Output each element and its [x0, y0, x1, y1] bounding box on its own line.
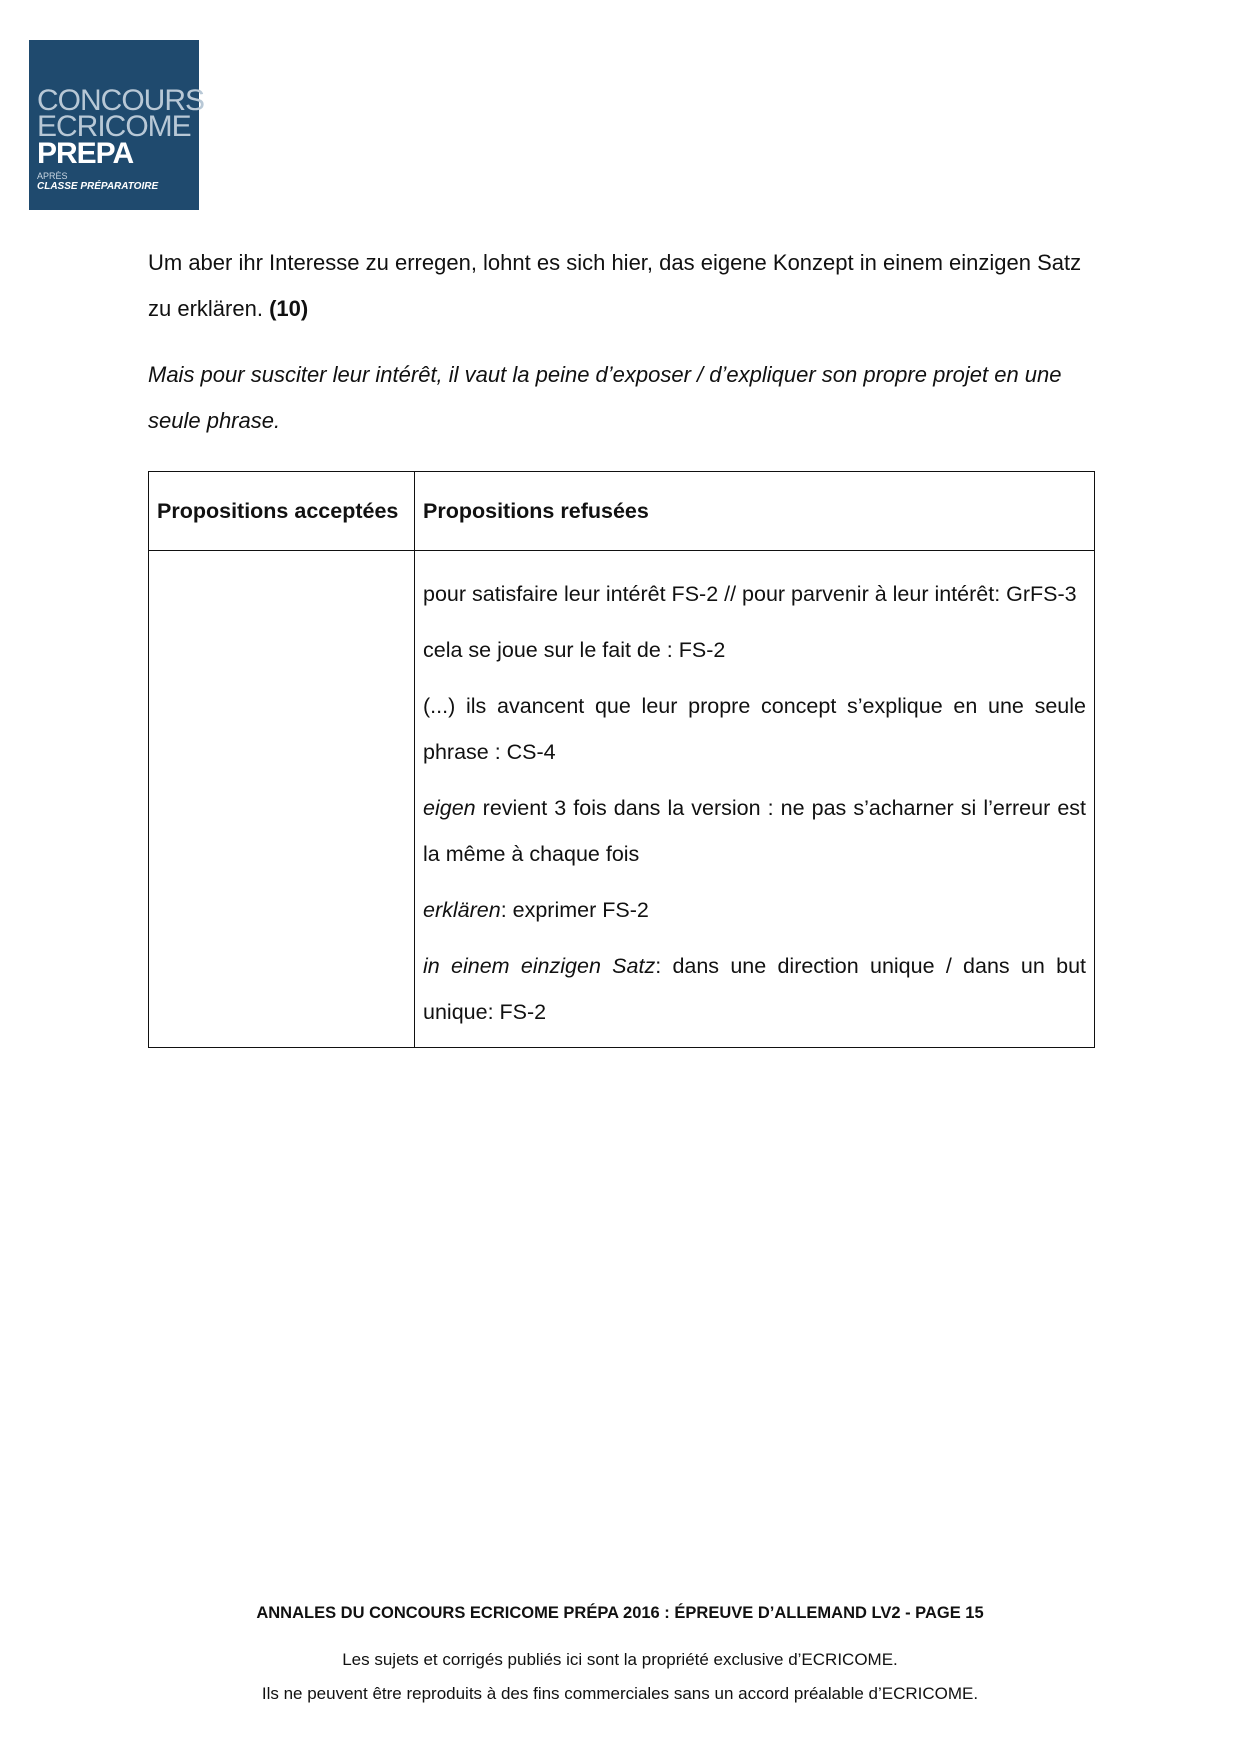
refused-text: : dans une direction unique / dans un but unique: FS-2 [423, 954, 1087, 1024]
footer-copyright-line1: Les sujets et corrigés publiés ici sont la propriété exclusive d’ECRICOME. [342, 1650, 898, 1669]
refused-text: pour satisfaire leur intérêt FS-2 // pour parvenir à leur intérêt: GrFS-3 [423, 582, 1077, 606]
logo-text-prepa: PREPA [37, 137, 134, 170]
refused-item [423, 627, 1086, 673]
logo-text-concours: CONCOURS [37, 84, 205, 117]
table-row [149, 551, 1095, 1048]
refused-term: eigen [423, 796, 476, 820]
propositions-table [148, 471, 1095, 1048]
logo-text-ecricome: ECRICOME [37, 110, 191, 143]
refused-item [423, 887, 1086, 933]
refused-text: (...) ils avancent que leur propre concept s’explique en une seule phrase : CS-4 [423, 694, 1086, 764]
footer-title: ANNALES DU CONCOURS ECRICOME PRÉPA 2016 : ÉPREUVE D’ALLEMAND LV2 - PAGE 15 [256, 1604, 984, 1622]
source-sentence [148, 240, 1094, 332]
source-sentence-text: Um aber ihr Interesse zu erregen, lohnt es sich hier, das eigene Konzept in einem einzigen Satz zu erklären. [148, 250, 1082, 321]
refused-text: : exprimer FS-2 [500, 898, 649, 922]
refused-term: in einem einzigen Satz [423, 954, 656, 978]
refused-text: revient 3 fois dans la version : ne pas s’acharner si l’erreur est la même à chaque fois [423, 796, 1086, 866]
logo-text-apres: APRÈS [37, 171, 68, 181]
refused-item [423, 785, 1086, 877]
header-refused: Propositions refusées [415, 472, 1095, 551]
refused-text: cela se joue sur le fait de : FS-2 [423, 638, 726, 662]
header-accepted: Propositions acceptées [149, 472, 415, 551]
accepted-cell [149, 551, 415, 1048]
table-header-row [149, 472, 1095, 551]
footer-copyright-line2: Ils ne peuvent être reproduits à des fins commerciales sans un accord préalable d’ECRICOME. [261, 1684, 979, 1703]
ecricome-logo [29, 40, 205, 210]
refused-item [423, 943, 1086, 1035]
translation-text: Mais pour susciter leur intérêt, il vaut la peine d’exposer / d’expliquer son propre projet en une seule phrase. [148, 362, 1062, 433]
refused-item [423, 683, 1086, 775]
logo-text-classe-preparatoire: CLASSE PRÉPARATOIRE [37, 181, 159, 192]
points-label: (10) [269, 296, 309, 321]
refused-item [423, 571, 1086, 617]
refused-cell [415, 551, 1095, 1048]
refused-term: erklären [423, 898, 501, 922]
